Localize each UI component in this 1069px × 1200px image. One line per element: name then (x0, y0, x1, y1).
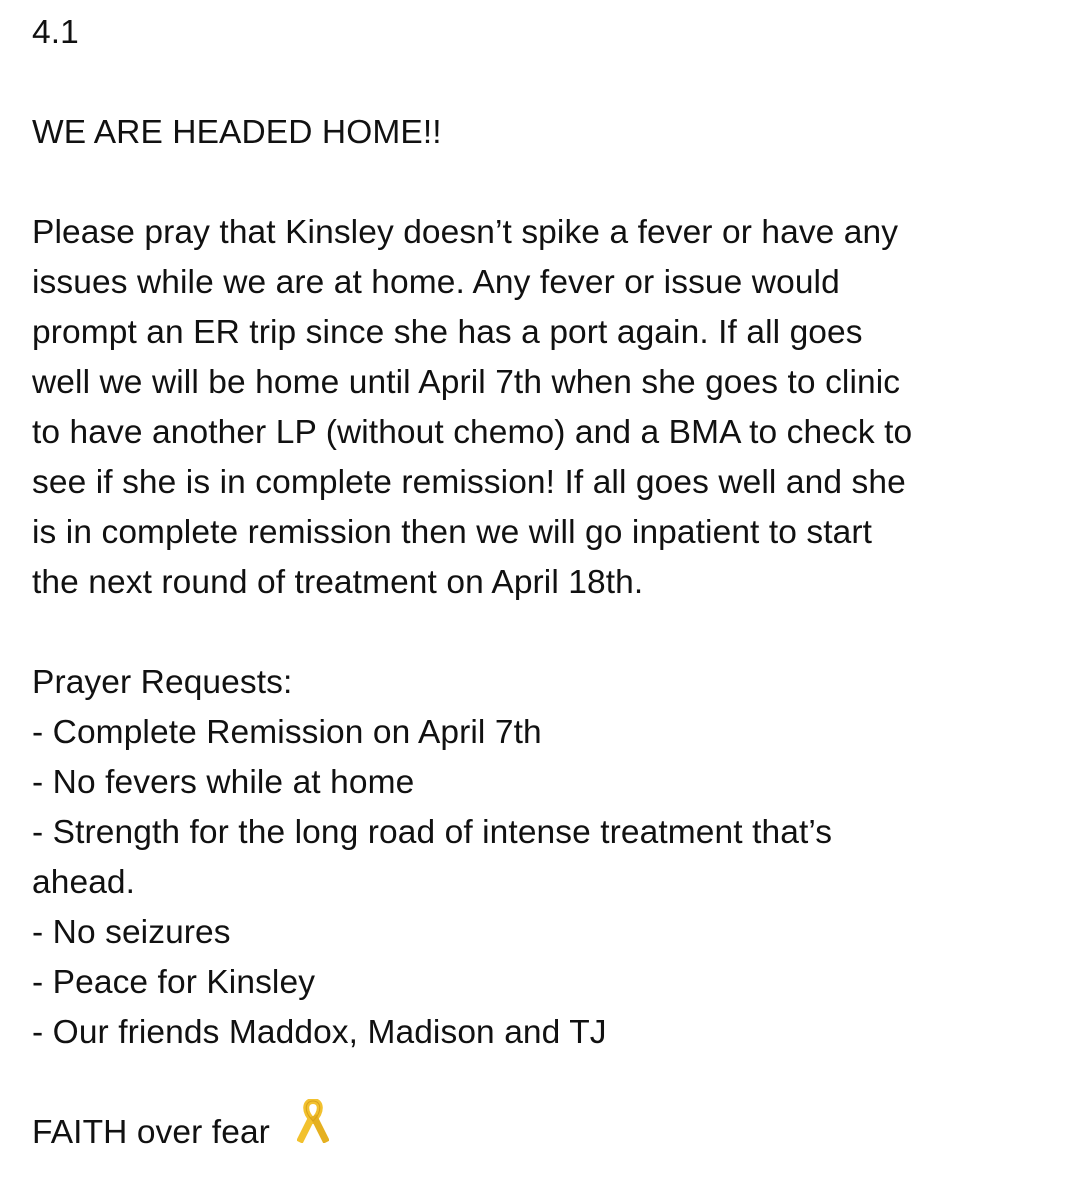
closing-line (32, 1108, 1052, 1158)
blank-line (32, 58, 1052, 108)
prayer-request-item: - Peace for Kinsley (32, 964, 316, 1001)
prayer-request-item: - Our friends Maddox, Madison and TJ (32, 1014, 607, 1051)
paragraph-line: see if she is in complete remission! If all goes well and she (32, 464, 906, 501)
prayer-request-item: - No fevers while at home (32, 764, 415, 801)
paragraph-line: prompt an ER trip since she has a port again. If all goes (32, 314, 863, 351)
paragraph-line: is in complete remission then we will go inpatient to start (32, 514, 873, 551)
note-body[interactable] (32, 8, 1052, 1158)
prayer-request-item-continued: ahead. (32, 864, 136, 901)
yellow-ribbon-icon (297, 1099, 329, 1158)
paragraph-line: issues while we are at home. Any fever or issue would (32, 264, 840, 301)
closing-text: FAITH over fear (32, 1114, 270, 1151)
prayer-request-item: - Complete Remission on April 7th (32, 714, 542, 751)
paragraph-line: the next round of treatment on April 18th. (32, 564, 644, 601)
paragraph-line: well we will be home until April 7th when she goes to clinic (32, 364, 901, 401)
prayer-requests-heading: Prayer Requests: (32, 664, 293, 701)
prayer-request-item: - Strength for the long road of intense treatment that’s (32, 814, 833, 851)
blank-line (32, 608, 1052, 658)
prayer-request-item: - No seizures (32, 914, 231, 951)
paragraph-line: to have another LP (without chemo) and a BMA to check to (32, 414, 913, 451)
paragraph-line: Please pray that Kinsley doesn’t spike a fever or have any (32, 214, 899, 251)
note-date: 4.1 (32, 14, 79, 51)
note-headline: WE ARE HEADED HOME!! (32, 114, 442, 151)
blank-line (32, 158, 1052, 208)
blank-line (32, 1058, 1052, 1108)
